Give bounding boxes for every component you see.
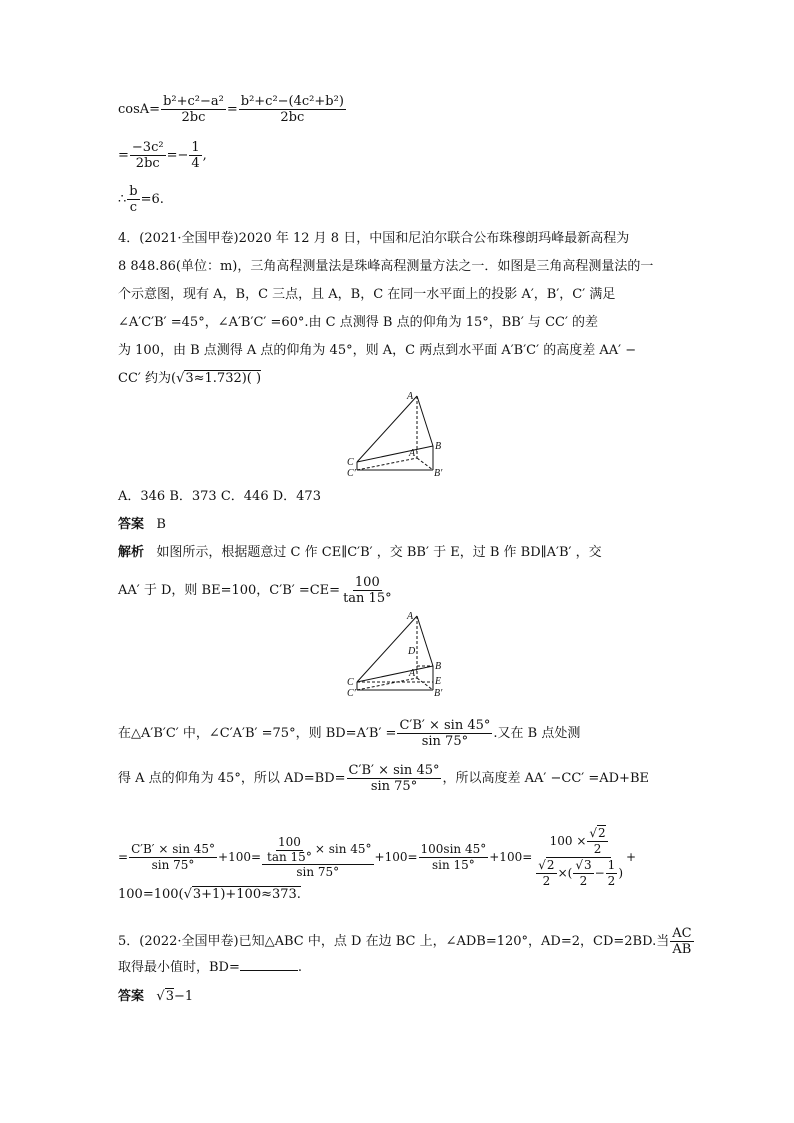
- fraction: [239, 94, 346, 125]
- sqrt-arg: 3: [165, 989, 174, 1004]
- fraction-den: AB: [672, 942, 692, 957]
- edge-a-prime-b-prime: [417, 678, 433, 690]
- fraction-num: C′B′ × sin 45°: [399, 718, 491, 733]
- answer-label: 答案: [118, 517, 145, 532]
- label-c: C: [347, 677, 354, 688]
- fraction-num: −3c²: [131, 140, 164, 155]
- q4-analysis-line1: [118, 544, 602, 562]
- fraction: [533, 826, 625, 889]
- sqrt-arg: 3: [583, 858, 592, 872]
- q4-options: A．346 B．373 C．446 D．473: [118, 489, 321, 504]
- label-b: B: [435, 661, 442, 672]
- fraction: [670, 926, 693, 957]
- label-c-prime: C′: [347, 688, 356, 698]
- solution-diagram: [345, 608, 455, 698]
- label-a-prime: A′: [409, 448, 418, 459]
- fraction: [397, 718, 492, 749]
- triangle-line1: [118, 718, 580, 749]
- edge-ab: [417, 616, 433, 666]
- text: × sin 45°: [314, 842, 372, 856]
- q4-line6-b: 3≈1.732)( ): [185, 371, 262, 386]
- text: 得 A 点的仰角为 45°，所以 AD=BD=: [118, 771, 346, 786]
- triangle-line2: [118, 763, 649, 794]
- text: 取得最小值时，BD=: [118, 960, 240, 975]
- fraction: [127, 184, 139, 215]
- fraction-num: [262, 835, 373, 865]
- fraction-den: 4: [191, 156, 200, 171]
- fraction-den: sin 75°: [296, 865, 340, 879]
- fraction-den: 2bc: [181, 110, 206, 125]
- fraction: [129, 842, 217, 873]
- cos-formula-line: cosA= $\frac{\text{b²+c²−a²}}{2bc}$ = $\frac{\text{b²+c²−(4c²+b²)}}{2bc}$: [118, 94, 344, 125]
- edge-ac: [357, 396, 417, 462]
- q4-line6: CC′ 约为(√3≈1.732)( ): [118, 371, 262, 386]
- fraction-num: b²+c²−(4c²+b²): [240, 94, 344, 109]
- therefore-line: ∴ $\frac{b}{c}$ =6.: [118, 184, 164, 215]
- fraction-den: 2: [607, 874, 616, 888]
- fraction-num: 1: [607, 858, 616, 872]
- edge-cb: [357, 666, 433, 682]
- fraction-den: 2bc: [280, 110, 305, 125]
- fraction-num: 1: [191, 140, 200, 155]
- label-a-prime: A′: [409, 668, 418, 679]
- fraction: [587, 826, 607, 857]
- fraction-den: sin 75°: [421, 734, 469, 749]
- text: ，所以高度差 AA′ −CC′ =AD+BE: [442, 771, 649, 786]
- text: 100=100(: [118, 887, 184, 902]
- q4-line2: 8 848.86(单位：m)，三角高程测量法是珠峰高程测量方法之一．如图是三角高程测量法的一: [118, 259, 654, 274]
- fraction-den: sin 75°: [151, 858, 195, 872]
- q4-analysis-line2: [118, 575, 395, 606]
- text: 5．(2022·全国甲卷)已知△ABC 中，点 D 在边 BC 上，∠ADB=120°，AD=2，CD=2BD.当: [118, 934, 670, 949]
- text: +100=: [374, 850, 418, 864]
- text: .: [297, 960, 303, 975]
- fraction-den: 2: [593, 842, 602, 856]
- label-c: C: [347, 457, 354, 468]
- fraction: [536, 858, 556, 889]
- label-a: A: [407, 611, 414, 622]
- analysis-text: 如图所示，根据题意过 C 作 CE∥C′B′ ，交 BB′ 于 E，过 B 作 BD∥A′B′ ，交: [156, 545, 602, 560]
- edge-cb: [357, 446, 433, 462]
- triangulation-diagram: [345, 388, 455, 478]
- fraction-num: b: [129, 184, 138, 199]
- edge-a-prime-b-prime: [417, 458, 433, 470]
- text: 100 ×: [549, 834, 587, 848]
- therefore-value: =6.: [140, 192, 164, 207]
- fraction-den: tan 15°: [343, 591, 392, 606]
- label-a: A: [407, 391, 414, 402]
- fraction-den: sin 75°: [370, 779, 418, 794]
- q4-answer: [118, 516, 166, 534]
- fraction: [262, 835, 373, 880]
- label-e: E: [435, 676, 442, 687]
- answer-value: B: [156, 517, 166, 532]
- edge-ab: [417, 396, 433, 446]
- fraction: [130, 140, 166, 171]
- text: +100=: [218, 850, 262, 864]
- text: 在△A′B′C′ 中，∠C′A′B′ =75°，则 BD=A′B′ =: [118, 726, 397, 741]
- fraction: [347, 763, 442, 794]
- fraction-num: AC: [672, 926, 692, 941]
- q4-line3: 个示意图，现有 A，B，C 三点，且 A，B，C 在同一水平面上的投影 A′，B′，C′ 满足: [118, 287, 616, 302]
- cos-result-line: = $\frac{\text{−3c²}}{2bc}$ =− $\frac{1}{4}$ ,: [118, 140, 207, 171]
- q4-line1: 4．(2021·全国甲卷)2020 年 12 月 8 日，中国和尼泊尔联合公布珠穆朗玛峰最新高程为: [118, 231, 630, 246]
- fraction-num: C′B′ × sin 45°: [131, 842, 216, 856]
- label-d: D: [408, 646, 416, 657]
- fraction-den: c: [129, 200, 138, 215]
- cos-label: cosA=: [118, 102, 161, 117]
- fraction: [189, 140, 201, 171]
- fraction-num: C′B′ × sin 45°: [348, 763, 440, 778]
- sqrt-arg: 2: [546, 858, 555, 872]
- fraction-den: 2: [542, 874, 551, 888]
- fraction: [161, 94, 226, 125]
- label-c-prime: C′: [347, 468, 356, 478]
- text: .又在 B 点处测: [493, 726, 581, 741]
- fraction-den: tan 15°: [267, 850, 312, 864]
- fraction-num: 100sin 45°: [420, 842, 487, 856]
- fraction-num: b²+c²−a²: [163, 94, 224, 109]
- text: 3+1)+100≈373.: [192, 887, 301, 902]
- answer-label: 答案: [118, 989, 145, 1004]
- fraction: [341, 575, 394, 606]
- fraction-num: 100: [354, 575, 380, 590]
- label-b-prime: B′: [434, 688, 443, 698]
- q4-line4: ∠A′C′B′ =45°，∠A′B′C′ =60°.由 C 点测得 B 点的仰角为 15°，BB′ 与 CC′ 的差: [118, 315, 599, 330]
- answer-blank[interactable]: [240, 958, 298, 971]
- fraction-num: 100: [277, 835, 301, 849]
- q5-answer: 答案 √3−1: [118, 989, 194, 1004]
- final-line: 100=100(√3+1)+100≈373.: [118, 887, 301, 902]
- fraction-den: 2: [579, 874, 588, 888]
- fraction: [265, 835, 314, 864]
- q5-line2: [118, 958, 302, 977]
- fraction-num: √3: [575, 858, 592, 872]
- label-b-prime: B′: [434, 468, 443, 478]
- analysis-label: 解析: [118, 545, 145, 560]
- q4-line5: 为 100，由 B 点测得 A 点的仰角为 45°，则 A，C 两点到水平面 A′B′C′ 的高度差 AA′ −: [118, 343, 637, 358]
- answer-value: −1: [173, 989, 194, 1004]
- sqrt-arg: 2: [598, 826, 606, 840]
- q5-line1: [118, 926, 695, 957]
- calc-line: = $\frac{C'B' \times \sin 45^\circ}{\sin 75^\circ}$ +100= $\frac{100}{\tan 15^\circ}$ × sin 45° sin 75° +100= $\frac{100\sin 45^\circ}{\sin 15^\circ}$ +100= 100 × $\frac{√2}{2}$ $\frac{√2}{2}$ ×( $\frac{√3}{2}$ − $\frac{1}{2}$ ) +: [118, 826, 637, 888]
- text: ×: [557, 866, 568, 880]
- analysis-text: AA′ 于 D，则 BE=100，C′B′ =CE=: [118, 583, 341, 598]
- q4-line6-a: CC′ 约为(: [118, 371, 177, 386]
- fraction-den: 2bc: [135, 156, 160, 171]
- label-b: B: [435, 441, 442, 452]
- fraction-num: √2: [589, 826, 606, 840]
- text: +100=: [489, 850, 533, 864]
- fraction: [573, 858, 593, 889]
- fraction-num: [548, 826, 611, 858]
- fraction: [419, 842, 489, 873]
- fraction-den: $\frac{√2}{2}$ ×( $\frac{√3}{2}$ − $\frac{1}{2}$ ): [538, 858, 623, 888]
- fraction-num: √2: [538, 858, 555, 872]
- fraction: [606, 858, 618, 889]
- fraction-den: sin 15°: [431, 858, 475, 872]
